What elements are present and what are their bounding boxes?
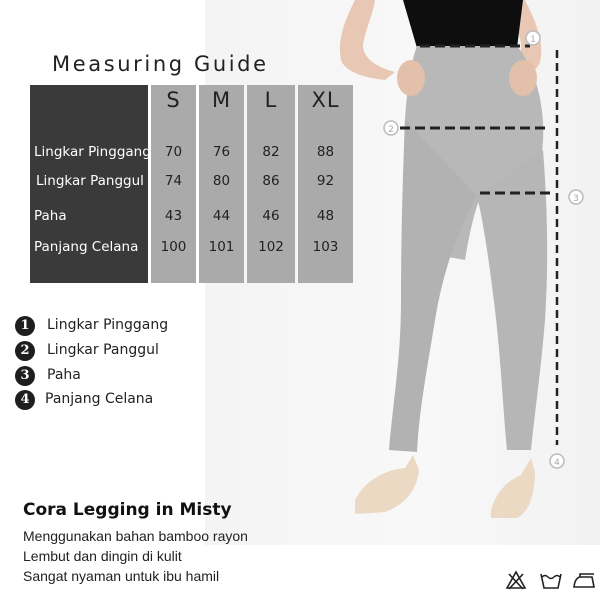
table-cell: 80 xyxy=(212,173,231,189)
number-3-icon: 3 xyxy=(15,366,35,386)
row-label-thigh: Paha xyxy=(34,208,67,224)
number-2-icon: 2 xyxy=(15,341,35,361)
right-leg xyxy=(477,150,547,450)
iron-icon xyxy=(570,570,596,590)
marker-3-label: 3 xyxy=(573,194,579,204)
table-cell: 82 xyxy=(262,144,280,160)
table-cell: 70 xyxy=(164,144,183,160)
guide-title: Measuring Guide xyxy=(52,52,269,76)
number-4-icon: 4 xyxy=(15,390,35,410)
table-cell: 92 xyxy=(316,173,335,189)
legend-label: Paha xyxy=(47,367,81,383)
left-hand xyxy=(397,60,425,96)
table-cell: 101 xyxy=(208,239,235,255)
table-cell: 86 xyxy=(262,173,280,189)
number-1-icon: 1 xyxy=(15,316,35,336)
right-shoe xyxy=(491,458,535,518)
table-cell: 48 xyxy=(316,208,335,224)
table-cell: 103 xyxy=(312,239,339,255)
table-cell: 102 xyxy=(258,239,284,255)
marker-2-label: 2 xyxy=(388,125,394,135)
table-cell: 74 xyxy=(164,173,183,189)
product-name: Cora Legging in Misty xyxy=(23,500,232,520)
legend-label: Lingkar Pinggang xyxy=(47,317,169,333)
right-hand xyxy=(509,60,537,96)
row-label-waist: Lingkar Pinggang xyxy=(34,144,151,160)
product-feature: Sangat nyaman untuk ibu hamil xyxy=(23,568,220,584)
table-cell: 43 xyxy=(164,208,183,224)
table-cell: 88 xyxy=(316,144,335,160)
product-feature: Lembut dan dingin di kulit xyxy=(23,548,182,564)
legend-label: Panjang Celana xyxy=(45,391,154,407)
product-feature: Menggunakan bahan bamboo rayon xyxy=(23,528,248,544)
row-label-hip: Lingkar Panggul xyxy=(36,173,144,189)
marker-1-label: 1 xyxy=(530,35,536,45)
wash-tub-icon xyxy=(539,570,563,590)
row-label-length: Panjang Celana xyxy=(34,239,139,255)
size-header-xl: XL xyxy=(311,88,340,112)
left-arm xyxy=(340,0,395,80)
size-header-l: L xyxy=(264,88,278,112)
left-shoe xyxy=(355,455,419,514)
size-header-m: M xyxy=(211,88,232,112)
table-cell: 46 xyxy=(262,208,280,224)
table-cell: 100 xyxy=(160,239,187,255)
legend-label: Lingkar Panggul xyxy=(47,342,159,358)
marker-4-label: 4 xyxy=(554,458,560,468)
table-cell: 44 xyxy=(212,208,231,224)
black-top xyxy=(403,0,523,48)
table-cell: 76 xyxy=(212,144,231,160)
no-bleach-icon xyxy=(505,570,527,590)
size-header-s: S xyxy=(166,88,181,112)
